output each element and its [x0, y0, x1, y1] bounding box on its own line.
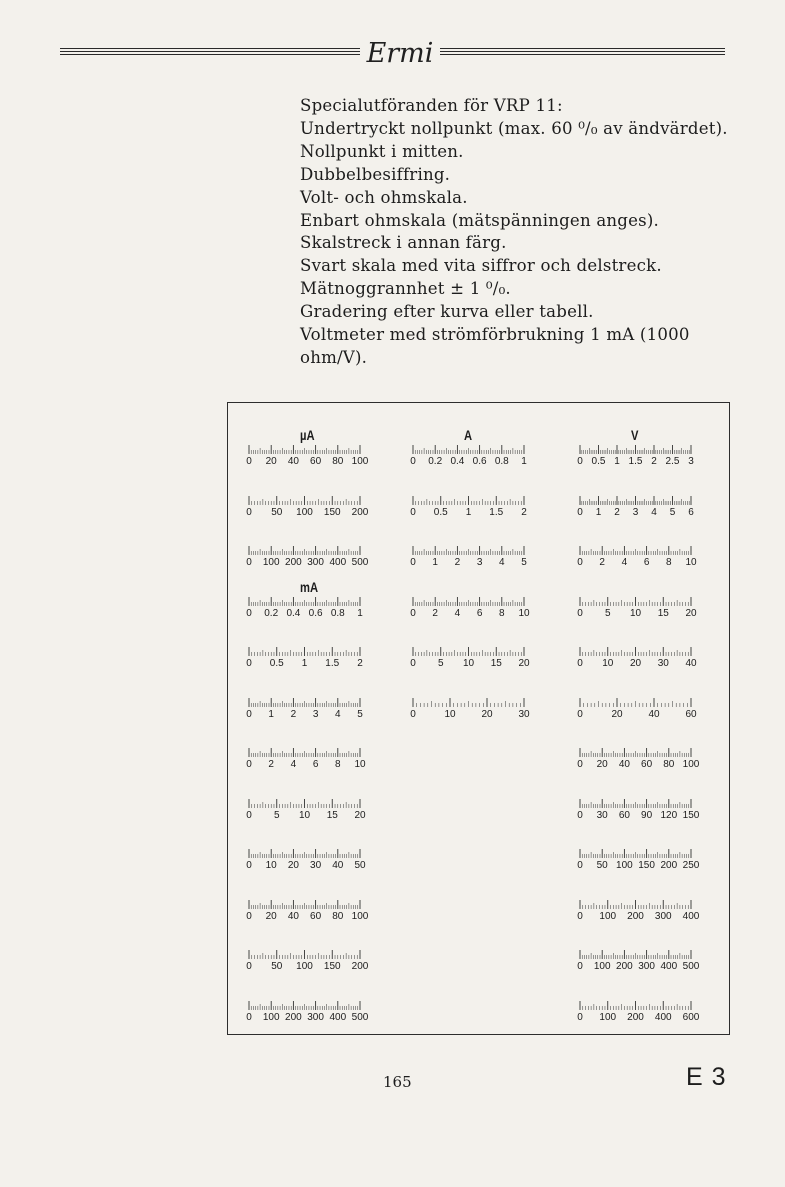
meter-scale — [412, 546, 527, 568]
scale-label: 2 — [357, 658, 363, 669]
scale-label: 2.5 — [665, 456, 680, 467]
scale-label: 1 — [595, 506, 602, 518]
meter-scale — [577, 698, 697, 720]
scale-label: 1 — [614, 456, 620, 467]
scale-label: 30 — [657, 658, 669, 669]
scale-label: 5 — [669, 506, 676, 518]
meter-scale — [412, 445, 527, 467]
scale-label: 400 — [682, 910, 700, 922]
scale-label: 10 — [685, 557, 697, 568]
scale-label: 0.2 — [428, 456, 443, 467]
ermi-logo: Ermi — [366, 38, 434, 69]
spec-line: ohm/V). — [300, 347, 368, 367]
scale-label: 8 — [499, 607, 505, 619]
scale-label: 0 — [577, 708, 583, 720]
scale-label: 0 — [577, 607, 583, 619]
spec-line: Skalstreck i annan färg. — [300, 233, 507, 253]
spec-line: Voltmeter med strömförbrukning 1 mA (1000 — [300, 325, 690, 345]
scale-label: 300 — [654, 910, 672, 922]
scale-label: 150 — [323, 506, 341, 518]
scale-label: 4 — [621, 557, 628, 568]
scale-label: 10 — [444, 708, 456, 720]
meter-scale — [246, 1001, 369, 1023]
scale-label: 40 — [287, 456, 299, 467]
scale-label: 1 — [357, 607, 363, 619]
scale-ticks — [248, 748, 363, 758]
scale-label: 1 — [301, 658, 308, 669]
scale-label: 200 — [285, 557, 302, 568]
scale-label: 200 — [627, 1011, 644, 1023]
scale-label: 0 — [246, 961, 252, 972]
scale-label: 20 — [265, 456, 277, 467]
scale-label: 1.5 — [628, 456, 643, 467]
meter-scale — [246, 496, 369, 518]
scale-label: 4 — [335, 708, 341, 720]
unit-label: V — [630, 427, 638, 443]
scale-label: 20 — [611, 708, 623, 720]
scale-label: 30 — [518, 708, 530, 720]
scale-ticks — [248, 950, 363, 960]
scale-label: 0 — [577, 809, 583, 821]
scale-label: 0.6 — [472, 456, 487, 467]
meter-scale — [577, 647, 697, 669]
scale-ticks — [248, 799, 363, 809]
scale-label: 80 — [332, 456, 344, 467]
scale-label: 4 — [651, 506, 657, 518]
scale-label: 3 — [632, 506, 639, 518]
scale-label: 400 — [329, 557, 347, 568]
scale-ticks — [412, 597, 527, 607]
scale-ticks — [412, 496, 527, 506]
scale-label: 0.5 — [269, 658, 284, 669]
scale-label: 50 — [271, 506, 283, 518]
scale-label: 100 — [616, 860, 633, 871]
scale-label: 20 — [685, 607, 697, 619]
scale-label: 60 — [618, 809, 630, 821]
page-header — [60, 30, 725, 80]
scale-label: 2 — [614, 506, 620, 518]
spec-line: Dubbelbesiffring. — [300, 164, 451, 184]
meter-scale — [246, 546, 369, 568]
scale-label: 0 — [246, 456, 252, 467]
scale-label: 0 — [246, 658, 252, 669]
scale-ticks — [579, 950, 694, 960]
scale-label: 10 — [518, 607, 530, 619]
unit-label: mA — [299, 578, 318, 595]
scale-label: 100 — [296, 506, 313, 518]
scale-label: 500 — [351, 1011, 369, 1023]
scale-label: 0 — [577, 961, 583, 972]
page-number: 165 — [383, 1073, 412, 1091]
scale-label: 0.2 — [264, 607, 279, 619]
scale-label: 4 — [499, 557, 505, 568]
scale-label: 40 — [618, 759, 630, 770]
unit-label: µA — [299, 427, 315, 443]
meter-scale — [577, 748, 700, 770]
meter-scale — [577, 950, 700, 972]
meter-scale — [246, 748, 366, 770]
scale-label: 0 — [577, 860, 583, 871]
scale-label: 0.5 — [433, 506, 448, 518]
scale-label: 100 — [262, 1011, 280, 1023]
scale-label: 20 — [354, 809, 366, 821]
scale-label: 0 — [246, 809, 252, 821]
spec-line: Nollpunkt i mitten. — [300, 141, 464, 161]
scale-label: 0.8 — [494, 456, 509, 467]
scale-label: 0 — [410, 708, 416, 720]
spec-list — [300, 95, 740, 370]
spec-line: Gradering efter kurva eller tabell. — [300, 302, 594, 322]
scale-label: 100 — [593, 961, 611, 972]
scale-label: 0 — [410, 607, 416, 619]
scale-label: 600 — [682, 1011, 700, 1023]
scale-ticks — [248, 849, 363, 859]
scale-label: 0 — [246, 708, 252, 720]
scale-label: 20 — [265, 910, 277, 922]
scale-label: 20 — [596, 759, 608, 770]
scale-label: 6 — [643, 557, 650, 568]
scale-label: 60 — [641, 759, 653, 770]
scale-label: 1 — [465, 506, 472, 518]
scale-label: 10 — [265, 860, 277, 871]
scale-label: 80 — [663, 759, 675, 770]
spec-line: Svart skala med vita siffror och delstreck. — [300, 256, 662, 276]
scale-ticks — [412, 546, 527, 556]
scale-label: 2 — [651, 456, 657, 467]
scale-label: 5 — [357, 708, 363, 720]
scale-label: 2 — [432, 607, 438, 619]
scale-label: 5 — [521, 557, 527, 568]
meter-scale — [410, 698, 530, 720]
scale-label: 0.8 — [330, 607, 345, 619]
scale-label: 100 — [599, 910, 617, 922]
scale-label: 0 — [410, 658, 416, 669]
meter-scale — [248, 698, 363, 720]
scale-label: 20 — [481, 708, 493, 720]
scale-label: 2 — [290, 708, 297, 720]
meter-scale — [577, 849, 700, 871]
scale-ticks — [579, 546, 694, 556]
scale-label: 150 — [323, 961, 341, 972]
meter-scale — [577, 799, 700, 821]
scale-label: 8 — [335, 759, 341, 770]
scale-label: 500 — [351, 557, 369, 568]
scale-ticks — [248, 900, 363, 910]
scale-ticks — [248, 698, 363, 708]
scale-ticks — [248, 445, 363, 455]
meter-scale — [410, 647, 530, 669]
scale-label: 30 — [310, 860, 322, 871]
scale-label: 60 — [310, 456, 322, 467]
scale-label: 200 — [351, 961, 369, 972]
scale-ticks — [579, 698, 694, 708]
meter-scale — [246, 445, 369, 467]
scale-label: 100 — [599, 1011, 617, 1023]
scale-label: 2 — [521, 506, 527, 518]
scale-label: 6 — [312, 759, 319, 770]
meter-scale — [248, 647, 363, 669]
scale-ticks — [579, 900, 694, 910]
scale-ticks — [412, 647, 527, 657]
spec-line: Specialutföranden för VRP 11: — [300, 96, 563, 115]
scale-label: 10 — [462, 658, 475, 669]
scale-ticks — [412, 698, 527, 708]
scale-label: 200 — [660, 860, 678, 871]
scale-label: 20 — [287, 860, 299, 871]
scale-ticks — [579, 597, 694, 607]
scale-label: 4 — [290, 759, 297, 770]
scale-label: 10 — [629, 607, 642, 619]
scale-label: 3 — [312, 708, 319, 720]
scale-label: 30 — [596, 809, 608, 821]
scale-ticks — [579, 496, 694, 506]
scale-label: 0 — [577, 910, 583, 922]
scale-label: 0 — [246, 506, 252, 518]
scale-label: 2 — [454, 557, 461, 568]
unit-label: A — [463, 427, 472, 443]
scale-label: 1.5 — [325, 658, 340, 669]
scale-label: 40 — [287, 910, 299, 922]
spec-line: Enbart ohmskala (mätspänningen anges). — [300, 210, 660, 230]
scale-label: 0.5 — [591, 456, 606, 467]
scale-label: 60 — [685, 708, 697, 720]
spec-line: Volt- och ohmskala. — [300, 187, 468, 207]
scale-label: 0 — [246, 607, 252, 619]
scale-label: 150 — [682, 809, 700, 821]
scale-label: 3 — [476, 557, 483, 568]
meter-scale — [577, 1001, 700, 1023]
scale-label: 300 — [307, 1011, 324, 1023]
scale-ticks — [579, 748, 694, 758]
spec-line: Undertryckt nollpunkt (max. 60 ⁰/₀ av ändvärdet). — [300, 118, 728, 138]
scale-ticks — [248, 597, 363, 607]
scale-ticks — [248, 546, 363, 556]
scale-label: 5 — [604, 607, 611, 619]
scale-label: 40 — [685, 658, 697, 669]
scale-label: 400 — [654, 1011, 672, 1023]
scale-label: 5 — [273, 809, 280, 821]
scale-label: 0 — [577, 658, 583, 669]
section-code: E 3 — [686, 1063, 727, 1091]
scale-label: 20 — [629, 658, 642, 669]
scale-label: 200 — [351, 506, 369, 518]
scale-label: 200 — [627, 910, 644, 922]
header-rule-right — [440, 48, 725, 56]
scale-label: 15 — [490, 658, 502, 669]
scale-label: 300 — [307, 557, 324, 568]
scale-label: 500 — [682, 961, 700, 972]
scale-label: 1.5 — [489, 506, 504, 518]
scale-label: 0 — [577, 506, 583, 518]
scale-label: 300 — [638, 961, 655, 972]
header-rule-left — [60, 48, 360, 56]
scale-ticks — [412, 445, 527, 455]
scale-label: 120 — [660, 809, 678, 821]
scale-label: 0 — [246, 860, 252, 871]
scale-label: 0 — [246, 910, 252, 922]
scale-ticks — [248, 647, 363, 657]
meter-scale — [246, 950, 369, 972]
scale-label: 150 — [638, 860, 655, 871]
scale-label: 200 — [285, 1011, 302, 1023]
scale-label: 80 — [332, 910, 344, 922]
scale-label: 0.4 — [450, 456, 465, 467]
meter-scale — [579, 445, 694, 467]
scale-label: 8 — [666, 557, 672, 568]
scale-label: 100 — [296, 961, 313, 972]
scale-label: 0 — [410, 456, 416, 467]
meter-scale — [246, 900, 369, 922]
scale-label: 100 — [682, 759, 700, 770]
scale-label: 0 — [246, 1011, 252, 1023]
scale-ticks — [248, 1001, 363, 1011]
scale-ticks — [579, 799, 694, 809]
scale-label: 0 — [577, 1011, 583, 1023]
scale-label: 10 — [602, 658, 614, 669]
scale-label: 50 — [271, 961, 283, 972]
scale-label: 0 — [577, 557, 583, 568]
scale-label: 0 — [577, 759, 583, 770]
scale-label: 40 — [332, 860, 344, 871]
scale-label: 100 — [351, 456, 369, 467]
scale-samples-box — [227, 402, 730, 1035]
scale-label: 15 — [326, 809, 338, 821]
scale-label: 15 — [657, 607, 669, 619]
scale-label: 40 — [648, 708, 660, 720]
scale-label: 0 — [410, 506, 416, 518]
scale-label: 100 — [262, 557, 280, 568]
scale-label: 0 — [410, 557, 416, 568]
scale-label: 10 — [354, 759, 366, 770]
meter-scale — [248, 597, 363, 619]
scale-label: 20 — [518, 658, 530, 669]
scale-ticks — [579, 1001, 694, 1011]
meter-scale — [577, 900, 700, 922]
scale-label: 250 — [682, 860, 700, 871]
scale-label: 100 — [351, 910, 369, 922]
scale-ticks — [579, 445, 694, 455]
scale-label: 60 — [310, 910, 322, 922]
scale-label: 90 — [641, 809, 653, 821]
meter-scale — [577, 597, 697, 619]
scale-label: 1 — [268, 708, 274, 720]
scale-label: 200 — [616, 961, 633, 972]
scale-label: 0 — [246, 557, 252, 568]
meter-scale — [577, 546, 697, 568]
scale-label: 50 — [596, 860, 608, 871]
scale-label: 2 — [599, 557, 605, 568]
scale-ticks — [248, 496, 363, 506]
scale-label: 3 — [688, 456, 694, 467]
scale-label: 10 — [298, 809, 311, 821]
meter-scale — [246, 799, 366, 821]
meter-scale — [579, 496, 694, 518]
scale-label: 0 — [577, 456, 583, 467]
scale-label: 400 — [660, 961, 678, 972]
scale-label: 0 — [246, 759, 252, 770]
scale-label: 1 — [521, 456, 527, 467]
meter-scale — [412, 496, 527, 518]
scale-label: 0.6 — [308, 607, 323, 619]
scale-label: 400 — [329, 1011, 347, 1023]
scale-label: 6 — [688, 506, 694, 518]
scale-label: 4 — [454, 607, 461, 619]
scale-ticks — [579, 849, 694, 859]
meter-scale — [410, 597, 530, 619]
meter-scale — [246, 849, 366, 871]
scale-label: 1 — [432, 557, 438, 568]
scale-label: 6 — [476, 607, 483, 619]
scale-label: 50 — [354, 860, 366, 871]
scale-label: 5 — [437, 658, 444, 669]
scale-label: 0.4 — [286, 607, 301, 619]
spec-line: Mätnoggrannhet ± 1 ⁰/₀. — [300, 279, 511, 299]
scale-ticks — [579, 647, 694, 657]
scale-label: 2 — [268, 759, 274, 770]
